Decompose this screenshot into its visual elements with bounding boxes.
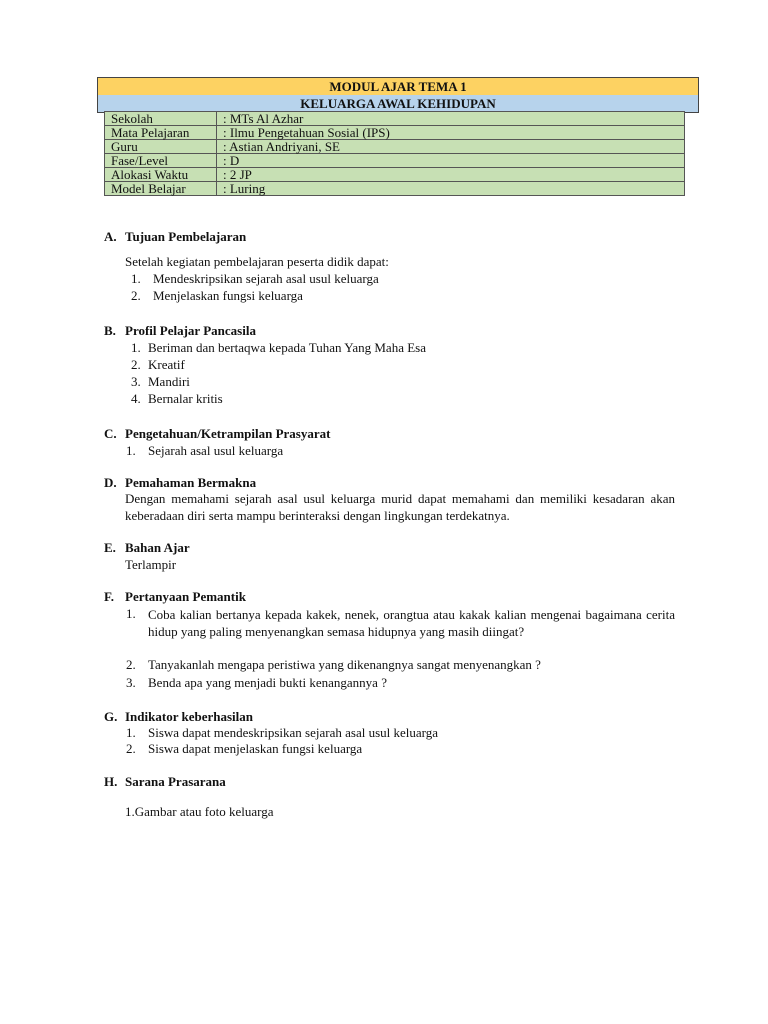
list-number: 3.	[131, 374, 141, 389]
section-title: Pertanyaan Pemantik	[125, 589, 246, 604]
list-item: Bernalar kritis	[148, 391, 223, 406]
list-number: 2.	[131, 288, 141, 303]
list-item: Beriman dan bertaqwa kepada Tuhan Yang Maha Esa	[148, 340, 426, 355]
section-text: 1.Gambar atau foto keluarga	[125, 804, 274, 819]
info-key: Mata Pelajaran	[105, 126, 217, 140]
section-title: Indikator keberhasilan	[125, 709, 253, 724]
section-title: Tujuan Pembelajaran	[125, 229, 247, 244]
list-number: 2.	[131, 357, 141, 372]
list-number: 2.	[126, 657, 136, 672]
list-item: Benda apa yang menjadi bukti kenangannya ?	[148, 675, 387, 690]
section-title: Sarana Prasarana	[125, 774, 226, 789]
info-key: Alokasi Waktu	[105, 168, 217, 182]
table-row	[105, 112, 685, 126]
info-value: : D	[217, 154, 685, 168]
list-item: Kreatif	[148, 357, 185, 372]
module-title: MODUL AJAR TEMA 1	[98, 78, 698, 95]
module-subtitle: KELUARGA AWAL KEHIDUPAN	[98, 95, 698, 112]
list-number: 1.	[126, 606, 136, 621]
list-number: 2.	[126, 741, 136, 756]
module-header	[97, 77, 699, 113]
section-letter: A.	[104, 229, 117, 244]
list-item: Menjelaskan fungsi keluarga	[153, 288, 303, 303]
list-number: 4.	[131, 391, 141, 406]
info-value: : Luring	[217, 182, 685, 196]
info-value: : Ilmu Pengetahuan Sosial (IPS)	[217, 126, 685, 140]
list-item: Sejarah asal usul keluarga	[148, 443, 284, 458]
section-title: Bahan Ajar	[125, 540, 190, 555]
section-paragraph: Dengan memahami sejarah asal usul keluarga murid dapat memahami dan memiliki kesadaran akan keberadaan diri serta mampu berinteraksi dengan lingkungan terdekatnya.	[125, 491, 675, 523]
info-value: : MTs Al Azhar	[217, 112, 685, 126]
list-item: Tanyakanlah mengapa peristiwa yang dikenangnya sangat menyenangkan ?	[148, 657, 541, 672]
section-letter: G.	[104, 709, 118, 724]
list-item: Mendeskripsikan sejarah asal usul keluarga	[153, 271, 379, 286]
table-row	[105, 126, 685, 140]
list-item: Mandiri	[148, 374, 190, 389]
info-value: : Astian Andriyani, SE	[217, 140, 685, 154]
section-letter: E.	[104, 540, 116, 555]
table-row	[105, 154, 685, 168]
list-number: 1.	[126, 725, 136, 740]
list-item: Siswa dapat mendeskripsikan sejarah asal usul keluarga	[148, 725, 439, 740]
section-letter: B.	[104, 323, 116, 338]
info-key: Guru	[105, 140, 217, 154]
list-number: 1.	[131, 271, 141, 286]
section-letter: C.	[104, 426, 117, 441]
info-key: Fase/Level	[105, 154, 217, 168]
section-letter: H.	[104, 774, 118, 789]
info-key: Sekolah	[105, 112, 217, 126]
section-letter: F.	[104, 589, 114, 604]
section-title: Pengetahuan/Ketrampilan Prasyarat	[125, 426, 331, 441]
list-item: Coba kalian bertanya kepada kakek, nenek, orangtua atau kakak kalian mengenai bagaimana cerita hidup yang paling menyenangkan semasa hidupnya yang masih diingat?	[148, 607, 675, 639]
list-number: 3.	[126, 675, 136, 690]
info-table	[104, 111, 685, 196]
info-key: Model Belajar	[105, 182, 217, 196]
section-title: Pemahaman Bermakna	[125, 475, 257, 490]
list-item: Siswa dapat menjelaskan fungsi keluarga	[148, 741, 363, 756]
section-text: Terlampir	[125, 557, 177, 572]
table-row	[105, 182, 685, 196]
section-intro: Setelah kegiatan pembelajaran peserta didik dapat:	[125, 254, 389, 269]
info-value: : 2 JP	[217, 168, 685, 182]
table-row	[105, 140, 685, 154]
list-number: 1.	[131, 340, 141, 355]
table-row	[105, 168, 685, 182]
list-number: 1.	[126, 443, 136, 458]
section-letter: D.	[104, 475, 117, 490]
section-title: Profil Pelajar Pancasila	[125, 323, 256, 338]
